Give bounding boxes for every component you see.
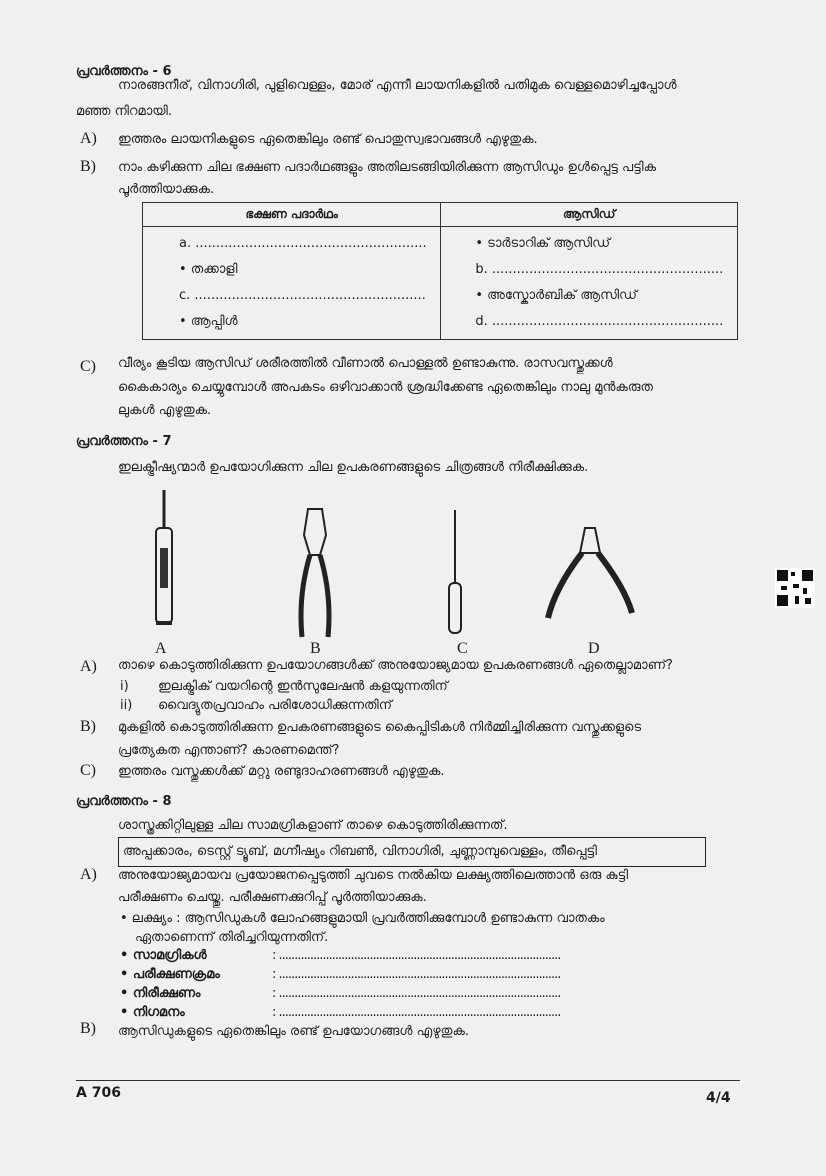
q6a-label: A) bbox=[80, 130, 97, 147]
col-food: ഭക്ഷണ പദാർഥം bbox=[143, 203, 441, 227]
q7b-text: മുകളിൽ കൊടുത്തിരിക്കുന്ന ഉപകരണങ്ങളുടെ കൈപ്പിടികൾ നിർമ്മിച്ചിരിക്കുന്ന വസ്തുക്കളുടെ bbox=[118, 720, 642, 735]
pliers-icon bbox=[280, 505, 350, 640]
tool-label-a: A bbox=[155, 640, 167, 657]
footer-divider bbox=[76, 1080, 740, 1081]
q6b-text-2: പൂർത്തിയാക്കുക. bbox=[118, 182, 215, 197]
field-label: • നിരീക്ഷണം bbox=[120, 986, 201, 1001]
q6a-text: ഇത്തരം ലായനികളുടെ ഏതെങ്കിലും രണ്ട് പൊതുസ്വഭാവങ്ങൾ എഴുതുക. bbox=[118, 132, 538, 147]
q7a-text: താഴെ കൊടുത്തിരിക്കുന്ന ഉപയോഗങ്ങൾക്ക് അനുയോജ്യമായ ഉപകരണങ്ങൾ ഏതെല്ലാമാണ്? bbox=[118, 658, 673, 673]
q6c-text-3: ലുകൾ എഴുതുക. bbox=[118, 403, 212, 418]
tool-label-c: C bbox=[457, 640, 468, 657]
q6b-label: B) bbox=[80, 158, 96, 175]
cell[interactable]: a. ........................................................ bbox=[179, 236, 427, 251]
activity8-heading: പ്രവർത്തനം - 8 bbox=[76, 794, 172, 809]
field-blank[interactable]: : .......................................................................................... bbox=[272, 986, 561, 1001]
col-acid: ആസിഡ് bbox=[441, 203, 738, 227]
q7a-i-label: i) bbox=[120, 679, 129, 694]
field-blank[interactable]: : .......................................................................................... bbox=[272, 948, 561, 963]
q8a-text: അനുയോജ്യമായവ പ്രയോജനപ്പെടുത്തി ചുവടെ നൽകിയ ലക്ഷ്യത്തിലെത്താൻ ഒരു കുട്ടി bbox=[118, 868, 629, 883]
page-number: 4/4 bbox=[706, 1090, 731, 1106]
q8b-label: B) bbox=[80, 1020, 96, 1037]
q7a-ii-text: വൈദ്യുതപ്രവാഹം പരിശോധിക്കുന്നതിന് bbox=[158, 698, 392, 713]
activity6-intro-2: മഞ്ഞ നിറമായി. bbox=[76, 104, 173, 119]
screwdriver-icon bbox=[440, 508, 470, 638]
tool-label-d: D bbox=[588, 640, 600, 657]
q6c-label: C) bbox=[80, 358, 96, 375]
materials-box: അപ്പക്കാരം, ടെസ്റ്റ് ട്യൂബ്, മഗ്നീഷ്യം റിബൺ, വിനാഗിരി, ചുണ്ണാമ്പുവെള്ളം, തീപ്പെട്ടി bbox=[118, 837, 706, 867]
cell[interactable]: c. ........................................................ bbox=[179, 288, 426, 303]
q8a-label: A) bbox=[80, 866, 97, 883]
q7b-label: B) bbox=[80, 718, 96, 735]
q8b-text: ആസിഡുകളുടെ ഏതെങ്കിലും രണ്ട് ഉപയോഗങ്ങൾ എഴുതുക. bbox=[118, 1024, 470, 1039]
aim-text: • ലക്ഷ്യം : ആസിഡുകൾ ലോഹങ്ങളുമായി പ്രവർത്തിക്കുമ്പോൾ ഉണ്ടാകുന്ന വാതകം bbox=[120, 911, 605, 926]
q7a-ii-label: ii) bbox=[120, 698, 133, 713]
field-blank[interactable]: : .......................................................................................... bbox=[272, 967, 561, 982]
qr-code-icon bbox=[775, 568, 815, 608]
paper-code: A 706 bbox=[76, 1085, 121, 1101]
q7c-label: C) bbox=[80, 762, 96, 779]
aim-text-2: ഏതാണെന്ന് തിരിച്ചറിയുന്നതിന്. bbox=[135, 930, 329, 945]
cell: • അസ്കോർബിക് ആസിഡ് bbox=[475, 288, 638, 303]
cell[interactable]: d. ........................................................ bbox=[475, 314, 724, 329]
activity6-heading: പ്രവർത്തനം - 6 bbox=[76, 64, 172, 79]
wire-stripper-icon bbox=[540, 518, 640, 628]
cell[interactable]: b. ........................................................ bbox=[475, 262, 724, 277]
q7b-text-2: പ്രത്യേകത എന്താണ്? കാരണമെന്ത്? bbox=[118, 743, 340, 758]
q6b-text: നാം കഴിക്കുന്ന ചില ഭക്ഷണ പദാർഥങ്ങളും അതിലടങ്ങിയിരിക്കുന്ന ആസിഡും ഉൾപ്പെട്ട പട്ടിക bbox=[118, 160, 656, 175]
cell: • തക്കാളി bbox=[179, 262, 238, 277]
activity7-heading: പ്രവർത്തനം - 7 bbox=[76, 434, 172, 449]
activity8-intro: ശാസ്ത്രക്കിറ്റിലുള്ള ചില സാമഗ്രികളാണ് താഴെ കൊടുത്തിരിക്കുന്നത്. bbox=[118, 818, 508, 833]
tool-label-b: B bbox=[310, 640, 321, 657]
q7a-label: A) bbox=[80, 658, 97, 675]
field-label: • സാമഗ്രികൾ bbox=[120, 948, 207, 963]
food-acid-table bbox=[142, 202, 738, 340]
cell: • ആപ്പിൾ bbox=[179, 314, 238, 329]
q8a-text-2: പരീക്ഷണം ചെയ്തു. പരീക്ഷണക്കുറിപ്പ് പൂർത്തിയാക്കുക. bbox=[118, 890, 427, 905]
activity6-intro: നാരങ്ങനീര്, വിനാഗിരി, പുളിവെള്ളം, മോര് എന്നീ ലായനികളിൽ പതിമുക വെള്ളമൊഴിച്ചപ്പോൾ bbox=[118, 78, 677, 93]
field-blank[interactable]: : .......................................................................................... bbox=[272, 1005, 561, 1020]
q7a-i-text: ഇലക്ട്രിക് വയറിന്റെ ഇൻസുലേഷൻ കളയുന്നതിന് bbox=[158, 679, 448, 694]
q6c-text: വീര്യം കൂടിയ ആസിഡ് ശരീരത്തിൽ വീണാൽ പൊള്ളൽ ഉണ്ടാകുന്നു. രാസവസ്തുക്കൾ bbox=[118, 356, 613, 371]
cell: • ടാർടാറിക് ആസിഡ് bbox=[475, 236, 611, 251]
field-label: • പരീക്ഷണക്രമം bbox=[120, 967, 220, 982]
field-label: • നിഗമനം bbox=[120, 1005, 185, 1020]
q6c-text-2: കൈകാര്യം ചെയ്യുമ്പോൾ അപകടം ഒഴിവാക്കാൻ ശ്രദ്ധിക്കേണ്ട ഏതെങ്കിലും നാലു മുൻകരുത bbox=[118, 380, 653, 395]
screwdriver-tester-icon bbox=[120, 488, 210, 638]
q7c-text: ഇത്തരം വസ്തുക്കൾക്ക് മറ്റു രണ്ടുദാഹരണങ്ങൾ എഴുതുക. bbox=[118, 764, 445, 779]
activity7-intro: ഇലക്ട്രീഷ്യന്മാർ ഉപയോഗിക്കുന്ന ചില ഉപകരണങ്ങളുടെ ചിത്രങ്ങൾ നിരീക്ഷിക്കുക. bbox=[118, 460, 589, 475]
